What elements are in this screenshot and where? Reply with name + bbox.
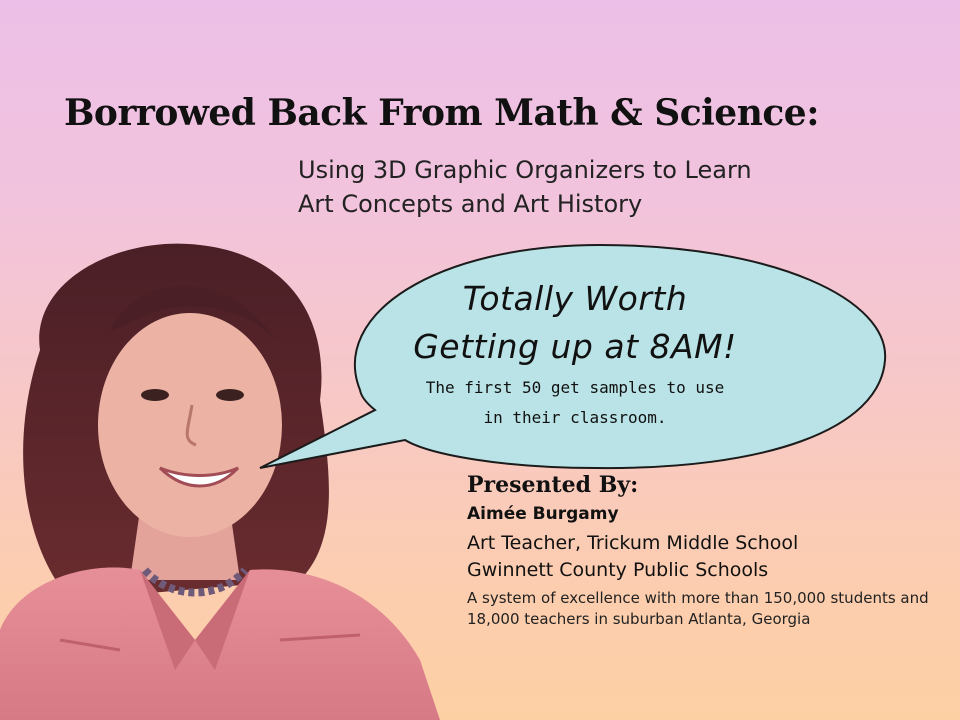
slide-title: Borrowed Back From Math & Science: [64, 92, 819, 134]
presenter-name: Aimée Burgamy [467, 504, 619, 524]
speech-bubble-text [360, 275, 790, 431]
presenter-role: Art Teacher, Trickum Middle School [467, 532, 799, 554]
subtitle-line-2: Art Concepts and Art History [298, 190, 643, 218]
bubble-note-2: in their classroom. [483, 408, 667, 427]
bubble-note-1: The first 50 get samples to use [425, 378, 725, 397]
presenter-info [467, 472, 957, 630]
presenter-district: Gwinnett County Public Schools [467, 559, 769, 581]
subtitle-line-1: Using 3D Graphic Organizers to Learn [298, 156, 752, 184]
slide-subtitle [298, 153, 918, 221]
district-description: A system of excellence with more than 150,000 students and 18,000 teachers in suburban Atlanta, Georgia [467, 589, 929, 628]
bubble-line-2: Getting up at 8AM! [413, 327, 737, 366]
bubble-line-1: Totally Worth [462, 279, 688, 318]
presented-by-heading: Presented By: [467, 472, 639, 498]
